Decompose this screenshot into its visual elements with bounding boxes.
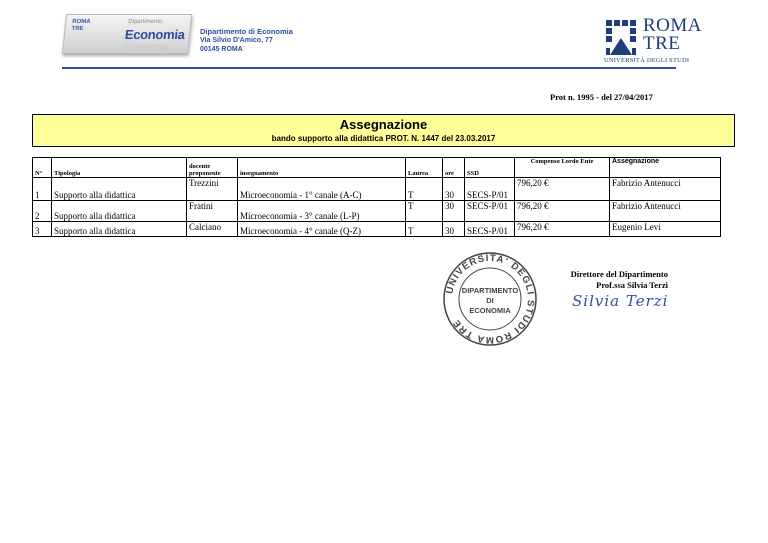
director-title: Direttore del Dipartimento [570,269,668,279]
cell-docente: Calciano [187,222,238,237]
cell-laurea: T [406,201,443,222]
roma-tre-subtitle: UNIVERSITÀ DEGLI STUDI [604,57,690,64]
logo-economia-text: Economia [124,27,186,42]
header-docente: docente proponente [187,158,238,178]
header-divider [62,67,676,69]
cell-docente: Fratini [187,201,238,222]
cell-insegnamento: Microeconomia - 4° canale (Q-Z) [238,222,406,237]
protocol-number: Prot n. 1995 - del 27/04/2017 [550,92,653,102]
director-name: Prof.ssa Silvia Terzi [596,280,668,290]
cell-ssd: SECS-P/01 [465,201,515,222]
director-signature: Silvia Terzi [572,292,669,310]
cell-laurea: T [406,222,443,237]
cell-ore: 30 [443,222,465,237]
stamp-line-2: DI [486,296,494,305]
header-ssd: SSD [465,158,515,178]
cell-tipologia: Supporto alla didattica [52,222,187,237]
cell-laurea: T [406,178,443,201]
cell-tipologia: Supporto alla didattica [52,201,187,222]
cell-n: 2 [33,201,52,222]
cell-compenso: 796,20 € [515,222,610,237]
cell-ssd: SECS-P/01 [465,222,515,237]
cell-n: 1 [33,178,52,201]
assignment-table [32,157,721,237]
page-title: Assegnazione [339,117,428,132]
cell-compenso: 796,20 € [515,201,610,222]
header-laurea: Laurea [406,158,443,178]
stamp-ring-text: UNIVERSITA' DEGLI STUDI ROMA TRE [444,252,537,346]
logo-dip-text: Dipartimento [127,19,163,25]
header-insegnamento: insegnamento [238,158,406,178]
cell-ore: 30 [443,178,465,201]
department-stamp-icon [441,251,539,347]
stamp-line-1: DIPARTIMENTO [461,286,519,295]
header-assegnazione: Assegnazione [610,158,721,178]
cell-insegnamento: Microeconomia - 3° canale (L-P) [238,201,406,222]
header-n: N° [33,158,52,178]
logo-economia-shadow: Economia [123,42,169,53]
cell-docente: Trezzini [187,178,238,201]
cell-ssd: SECS-P/01 [465,178,515,201]
cell-assegnazione: Eugenio Levi [610,222,721,237]
cell-compenso: 796,20 € [515,178,610,201]
header-ore: ore [443,158,465,178]
cell-n: 3 [33,222,52,237]
table-header-row [33,158,721,178]
logo-roma-tre-mini [71,19,91,33]
table-row [33,178,721,201]
roma-word: ROMA [643,15,703,36]
roma-tre-wordmark [643,17,702,53]
logo-mini-roma: ROMA [71,19,91,25]
address-line-1: Via Silvio D'Amico, 77 [200,37,273,44]
cell-assegnazione: Fabrizio Antenucci [610,178,721,201]
header-tipologia: Tipologia [52,158,187,178]
page-subtitle: bando supporto alla didattica PROT. N. 1447 del 23.03.2017 [271,134,496,143]
table-row [33,201,721,222]
header-compenso: Compenso Lordo Ente [515,158,610,178]
cell-tipologia: Supporto alla didattica [52,178,187,201]
table-row [33,222,721,237]
stamp-line-3: ECONOMIA [469,306,511,315]
economia-logo [62,14,192,54]
cell-ore: 30 [443,201,465,222]
logo-mini-tre: TRE [71,26,84,32]
director-block [560,269,668,291]
cell-assegnazione: Fabrizio Antenucci [610,201,721,222]
department-address [200,27,293,54]
address-line-2: 00145 ROMA [200,46,243,53]
tre-word: TRE [643,33,681,54]
cell-insegnamento: Microeconomia - 1° canale (A-C) [238,178,406,201]
department-name: Dipartimento di Economia [200,27,293,36]
